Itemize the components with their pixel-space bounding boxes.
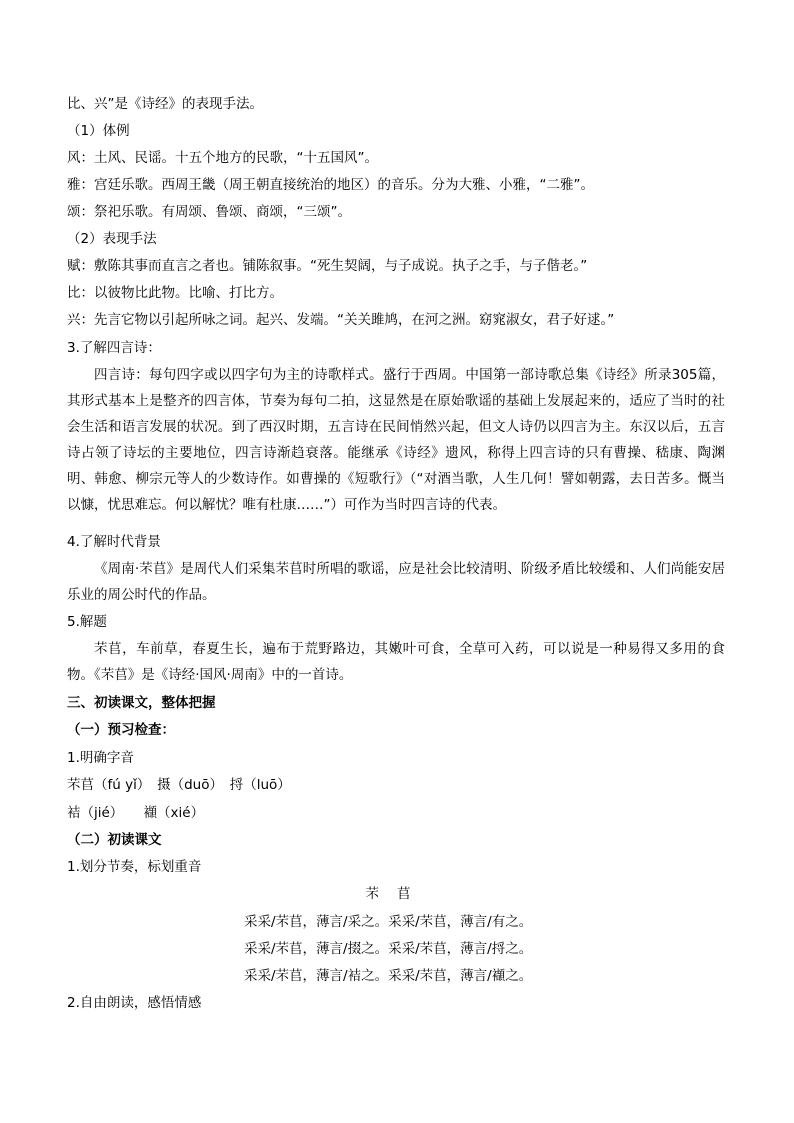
pronunciation-line-1: 芣苢（fú yǐ） 摄（duō） 捋（luō） [67, 777, 291, 793]
xing-definition: 兴：先言它物以引起所咏之词。起兴、发端。“关关雎鸠，在河之洲。窈窕淑女，君子好逑。” [67, 312, 615, 328]
bi-definition: 比：以彼物比此物。比喻、打比方。 [67, 285, 283, 301]
free-reading-heading: 2.自由朗读，感悟情感 [67, 995, 202, 1011]
poem-line-2: 采采/芣苢，薄言/掇之。采采/芣苢，薄言/捋之。 [244, 941, 533, 957]
preview-check-heading: （一）预习检查： [67, 722, 175, 738]
ya-definition: 雅：宫廷乐歌。西周王畿（周王朝直接统治的地区）的音乐。分为大雅、小雅，“二雅”。 [67, 177, 594, 193]
pronunciation-line-2: 袺（jié） 襭（xié） [67, 805, 205, 821]
fu-definition: 赋：敷陈其事而直言之者也。铺陈叙事。“死生契阔，与子成说。执子之手，与子偕老。” [67, 258, 588, 274]
poem-title: 芣苢 [365, 886, 429, 902]
rhythm-heading: 1.划分节奏，标划重音 [67, 859, 202, 875]
section-3-body: 四言诗：每句四字或以四字句为主的诗歌样式。盛行于西周。中国第一部诗歌总集《诗经》所录305篇，其形式基本上是整齐的四言体，节奏为每句二拍，这显然是在原始歌谣的基础上发展起来的，适应了当时的社会生活和语言发展的状况。到了西汉时期，五言诗在民间悄然兴起，但文人诗仍以四言为主。东汉以后，五言诗占领了诗坛的主要地位，四言诗渐趋衰落。能继承《诗经》遗风，称得上四言诗的只有曹操、嵇康、陶渊明、韩愈、柳宗元等人的少数诗作。如曹操的《短歌行》（“对酒当歌，人生几何！譬如朝露，去日苦多。慨当以慷，忧思难忘。何以解忧？唯有杜康……”）可作为当时四言诗的代表。 [67, 367, 725, 513]
form-heading: （1）体例 [67, 123, 130, 139]
pronunciation-heading: 1.明确字音 [67, 750, 134, 766]
section-4-heading: 4.了解时代背景 [67, 534, 161, 550]
section-5-heading: 5.解题 [67, 614, 107, 630]
feng-definition: 风：土风、民谣。十五个地方的民歌，“十五国风”。 [67, 150, 378, 166]
section-5-body: 芣苢，车前草，春夏生长，遍布于荒野路边，其嫩叶可食，全草可入药，可以说是一种易得又多用的食物。《芣苢》是《诗经·国风·周南》中的一首诗。 [67, 641, 725, 683]
poem-line-3: 采采/芣苢，薄言/袺之。采采/芣苢，薄言/襭之。 [244, 968, 533, 984]
first-reading-heading: （二）初读课文 [67, 832, 162, 848]
poem-line-1: 采采/芣苢，薄言/采之。采采/芣苢，薄言/有之。 [244, 914, 533, 930]
part-3-heading: 三、初读课文，整体把握 [67, 695, 216, 711]
song-definition: 颂：祭祀乐歌。有周颂、鲁颂、商颂，“三颂”。 [67, 204, 351, 220]
section-4-body: 《周南·芣苢》是周代人们采集芣苢时所唱的歌谣，应是社会比较清明、阶级矛盾比较缓和、人们尚能安居乐业的周公时代的作品。 [67, 561, 725, 603]
intro-line-1: 比、兴”是《诗经》的表现手法。 [67, 96, 263, 112]
technique-heading: （2）表现手法 [67, 231, 157, 247]
section-3-heading: 3.了解四言诗： [67, 340, 161, 356]
